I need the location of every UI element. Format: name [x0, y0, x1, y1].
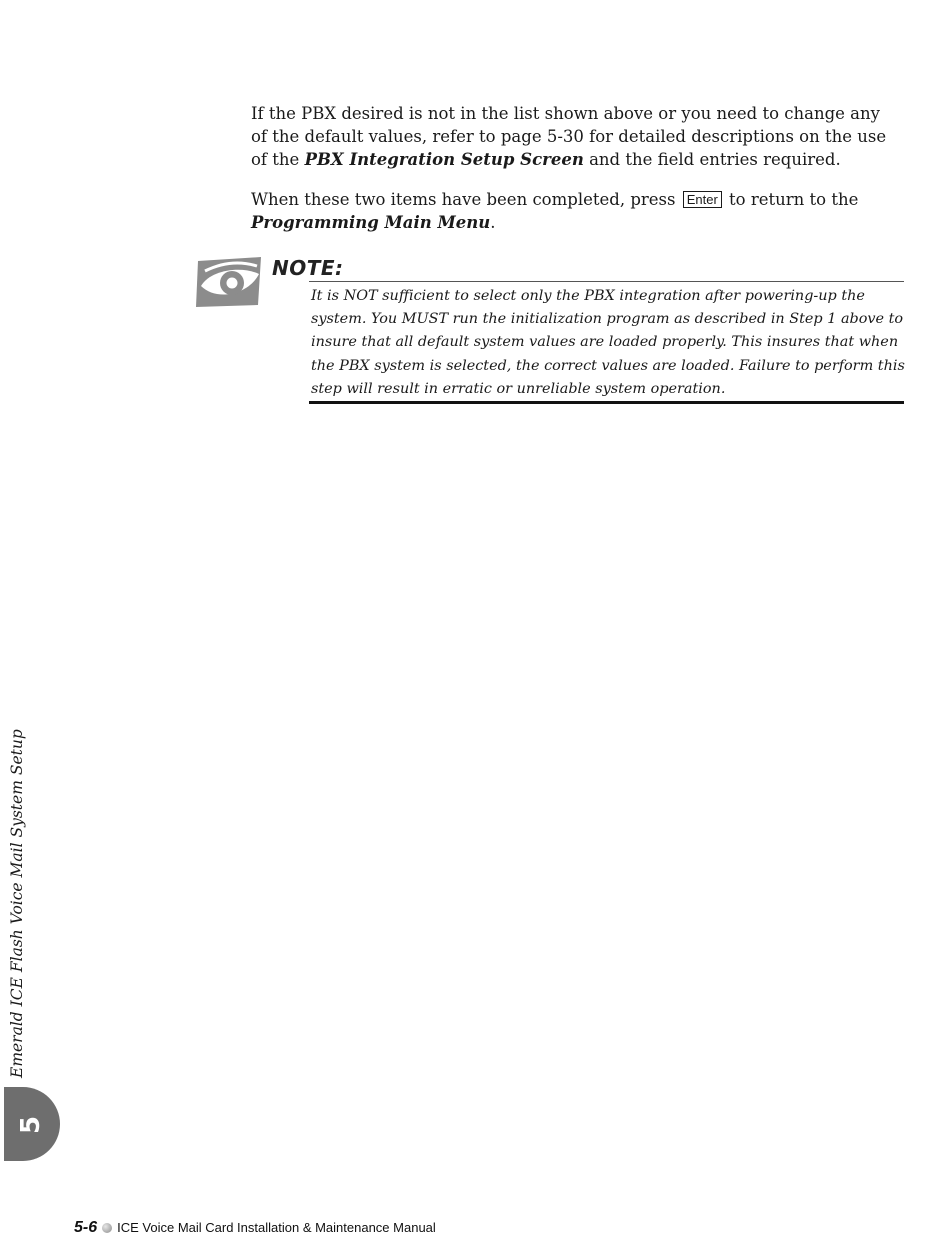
eye-icon	[195, 256, 263, 308]
note-top-rule	[309, 281, 904, 282]
manual-title: ICE Voice Mail Card Installation & Maintenance Manual	[117, 1220, 436, 1235]
enter-key-glyph: Enter	[683, 191, 722, 208]
note-bottom-rule	[309, 401, 904, 404]
paragraph-text: to return to the	[723, 190, 859, 209]
chapter-number: 5	[16, 1115, 46, 1135]
menu-name-emphasis: Programming Main Menu	[251, 213, 491, 232]
body-paragraph-2	[251, 188, 891, 234]
page-footer	[74, 1219, 436, 1237]
chapter-tab	[4, 1087, 60, 1161]
paragraph-text: When these two items have been completed, press	[251, 190, 681, 209]
note-text: It is NOT sufficient to select only the PBX integration after powering-up the system. You MUST run the initialization program as described in Step 1 above to insure that all default system values are loaded properly. This insures that when the PBX system is selected, the correct values are loaded. Failure to perform this step will result in erratic or unreliable system operation.	[311, 288, 905, 397]
paragraph-text: .	[490, 213, 496, 232]
note-heading: NOTE:	[272, 256, 344, 280]
bullet-dot-icon	[102, 1223, 112, 1233]
page-number: 5-6	[74, 1219, 98, 1236]
paragraph-text: If the PBX desired is not in the list shown above or you need to change any of the default values, refer to page 5-30 for detailed descriptions on the use of the	[251, 104, 887, 169]
screen-name-emphasis: PBX Integration Setup Screen	[304, 150, 584, 169]
paragraph-text: and the field entries required.	[583, 150, 841, 169]
chapter-side-title: Emerald ICE Flash Voice Mail System Setup	[8, 729, 26, 1078]
body-paragraph-1	[251, 102, 891, 171]
